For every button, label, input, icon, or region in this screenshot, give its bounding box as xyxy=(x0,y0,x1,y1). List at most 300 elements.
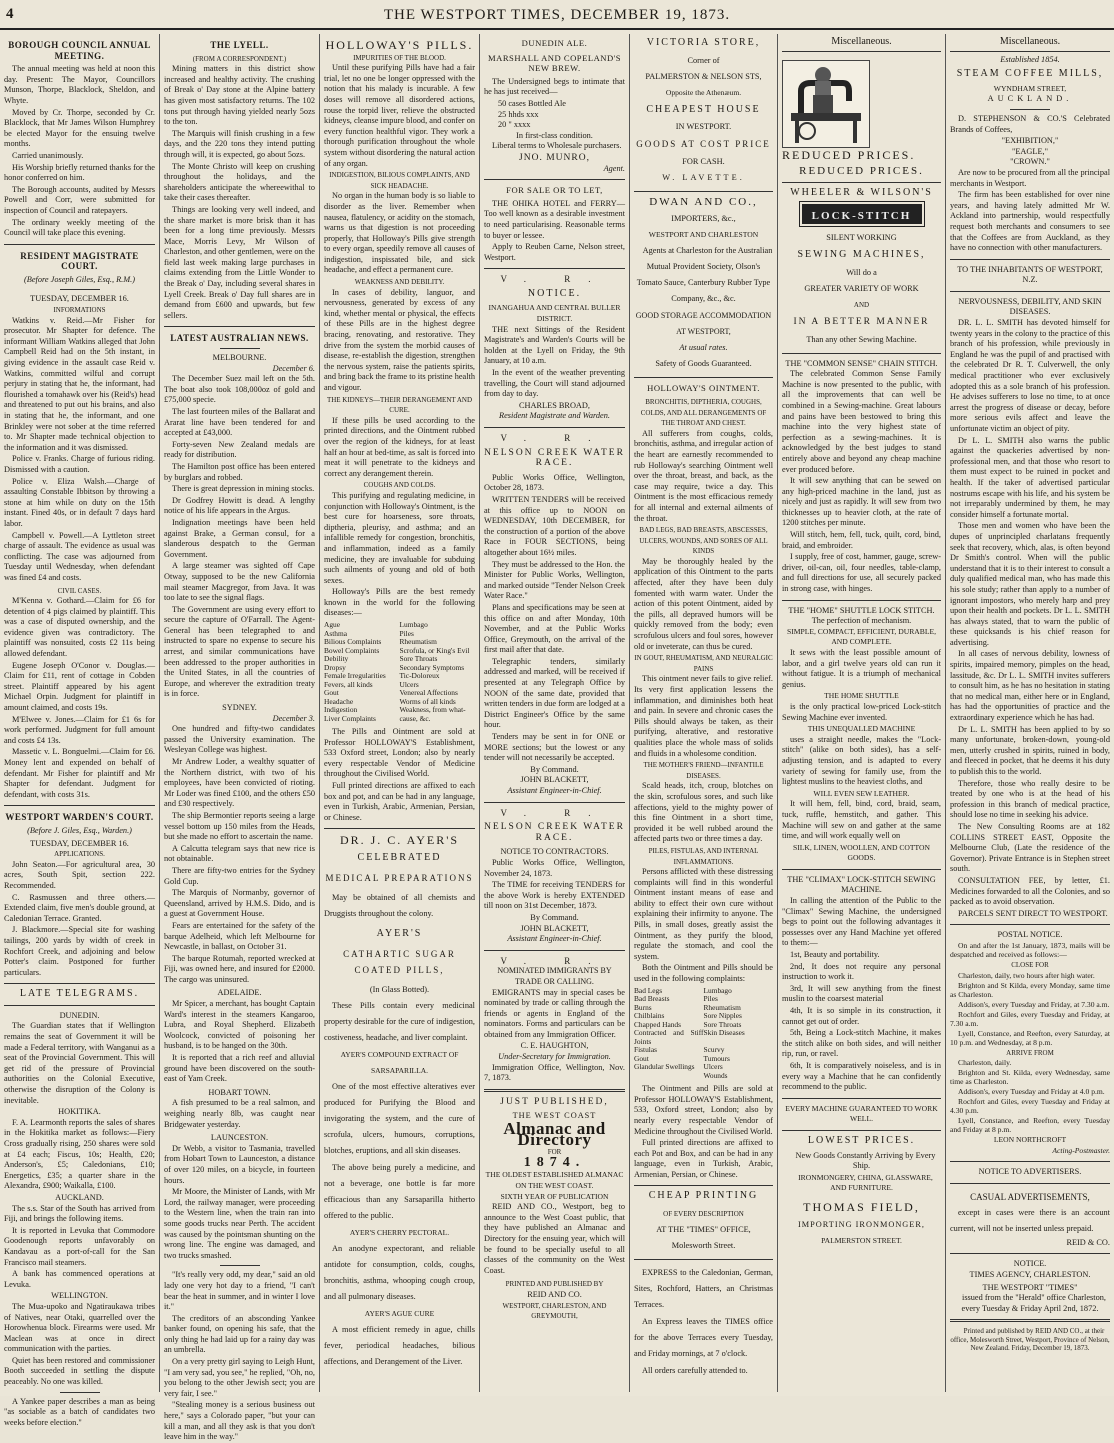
paragraph: 6th, It is comparatively noiseless, and is in every way a Machine that he can confidently recommend to the public. xyxy=(782,1060,941,1092)
paragraph: Things are looking very well indeed, and the share market is more brisk than it has been for a long time previously. Messrs Mace, Morris Levy, Mr Wilson of Charleston, and other gentlemen, were on the field last week making large purchases in claims extending from the Little Wonder to the Break o' Day, including several shares in Lyell Creek. Break o' Day full shares are in demand from £600 and upwards, but few sellers. xyxy=(164,204,315,320)
paragraph: A most efficient remedy in ague, chills fever, periodical headaches, bilious affections, and Derangement of the Liver. xyxy=(324,1325,475,1366)
subheading: BAD LEGS, BAD BREASTS, ABSCESSES, ULCERS, WOUNDS, AND SORES OF ALL KINDS xyxy=(639,526,768,556)
paragraph: Quiet has been restored and commissioner Booth succeeded in settling the dispute peaceably. No one was killed. xyxy=(4,1355,155,1387)
page-number: 4 xyxy=(6,6,14,22)
paragraph: It sews with the least possible amount of labor, and a girl twelve years old can run it without fatigue. It is a triumph of mechanical genius. xyxy=(782,648,941,689)
divider xyxy=(4,805,155,806)
column-4 xyxy=(480,34,630,1392)
list-item: Bilious Complaints xyxy=(324,637,382,647)
paragraph: Campbell v. Powell.—A Lyttleton street charge of assault. The evidence as usual was conflicting. The case was adjourned from Tuesday until Wednesday, when defendant was fined £4 and costs. xyxy=(4,530,155,582)
paragraph: 4th, It is so simple in its construction, it cannot get out of order. xyxy=(782,1006,941,1026)
subheading: OF EVERY DESCRIPTION xyxy=(663,1210,744,1219)
imprint: WESTPORT, CHARLESTON, AND GREYMOUTH, xyxy=(502,1301,607,1321)
list-item: Headache xyxy=(324,696,354,706)
paragraph: EMIGRANTS may in special cases be nominated by trade or calling through the friends or agents in England of the nominators. Forms and particulars can be obtained from any Immigration Officer. xyxy=(484,987,625,1039)
paragraph: The above being purely a medicine, and not a beverage, one bottle is far more efficacious than any Sarsaparilla hitherto offered to the public. xyxy=(324,1163,475,1220)
imprint: PRINTED AND PUBLISHED BY xyxy=(505,1280,604,1289)
paragraph: They must be addressed to the Hon. the Minister for Public Works, Wellington, and marked outside "Tender Nelson Creek Water Race." xyxy=(484,559,625,601)
paragraph: It will sew anything that can be sewed on any high-priced machine in the land, just as nicely and just as rapidly. It will sew from two thicknesses up to heavier cloth, at the rate of 1200 stitches per minute. xyxy=(782,476,941,528)
dateline: LAUNCESTON. xyxy=(210,1133,269,1143)
paragraph: Mining matters in this district show increased and healthy activity. The crushing of Break o' Day stone at the Alpine battery has given most satisfactory returns. The 102 tons put through having yielded nearly 5ozs to the ton. xyxy=(164,64,315,127)
paragraph: Until these purifying Pills have had a fair trial, let no one be longer oppressed with the notion that his malady is incurable. A few doses will remove all disordered actions, rouse the torpid liver, relieve the obstructed kidneys, cleanse impure blood, and confer on every function healthful vigor. They work a thorough purification throughout the whole system without disordering the natural action of any organ. xyxy=(324,63,475,168)
list-item: Rheumatism xyxy=(703,1002,741,1012)
list-item: Weakness, from what- xyxy=(399,705,466,715)
subheading: Corner of xyxy=(687,55,720,65)
list-item: Ague xyxy=(324,620,341,630)
paragraph: His Worship briefly returned thanks for the honor conferred on him. xyxy=(4,162,155,183)
divider xyxy=(484,268,625,269)
subheading: IMPORTERS, &c., xyxy=(671,214,736,224)
list-item: Ulcers xyxy=(703,1062,723,1072)
signature-title: Resident Magistrate and Warden. xyxy=(499,411,610,421)
paragraph: On and after the 1st January, 1873, mails will be despatched and received as follows:— xyxy=(950,940,1110,959)
brand-name: "EXHIBITION," xyxy=(1001,136,1059,146)
subheading: WEAKNESS AND DEBILITY. xyxy=(354,278,445,287)
dateline: SYDNEY. xyxy=(222,703,257,713)
dateline: ADELAIDE. xyxy=(217,988,262,998)
complaint-list xyxy=(634,987,773,1081)
list-item: Female Irregularities xyxy=(324,671,386,681)
divider xyxy=(782,869,941,870)
headline: FOR SALE OR TO LET, xyxy=(506,185,603,196)
paragraph: REID AND CO., Westport, beg to announce to the West Coast public, that they have published an Almanac and Directory for the ensuing year, which will be found to be specially useful to all classes of the community on the West Coast. xyxy=(484,1202,625,1275)
headline: DUNEDIN ALE. xyxy=(521,38,588,48)
divider xyxy=(484,802,625,803)
divider xyxy=(634,1259,773,1260)
list-item: Asthma xyxy=(324,628,347,638)
sewing-machine-advert xyxy=(782,58,941,161)
paragraph: Plans and specifications may be seen at this office on and after Monday, 10th November, and at the Public Works Office, Greymouth, on the arrival of the first mail after that date. xyxy=(484,602,625,655)
paragraph: The Pills and Ointment are sold at Professor HOLLOWAY'S Establishment, 533 Oxford street, London; also by nearly every respectable Vendor of Medicine throughout the Civilised World. xyxy=(324,727,475,779)
subheading: NOTICE TO CONTRACTORS. xyxy=(500,847,609,857)
headline: LATE TELEGRAMS. xyxy=(19,988,140,1000)
paragraph: Moved by Cr. Thorpe, seconded by Cr. Blacklock, that Mr James Wilson Humphrey be elected Mayor for the ensuing twelve months. xyxy=(4,107,155,149)
paragraph: Dr Webb, a visitor to Tasmania, travelled from Hobart Town to Launceston, a distance of over 120 miles, on a bicycle, in fourteen hours. xyxy=(164,1143,315,1185)
list-item: Sore Nipples xyxy=(703,1011,742,1021)
column-6 xyxy=(778,34,946,1392)
paragraph: The celebrated Common Sense Family Machine is now presented to the public, with all the improvements that can well be combined in a Sewing-machine. Great labours and pains have been bestowed to bring this machine into the very highest state of perfection as a sewing-machines. It is acknowledged by the best judges to stand entirely above and beyond any cheap machine ever produced before. xyxy=(782,369,941,474)
section-label: APPLICATIONS. xyxy=(54,850,105,859)
list-item: 20 " xxxx xyxy=(498,120,531,130)
list-item: 25 hhds xxx xyxy=(498,109,539,119)
royal-cipher: V. R. xyxy=(500,807,609,818)
paragraph: Public Works Office, Wellington, October 28, 1873. xyxy=(484,472,625,493)
list-item: Piles xyxy=(399,628,414,638)
subheading: ARRIVE FROM xyxy=(1006,1048,1054,1057)
signature: C. E. HAUGHTON, xyxy=(520,1041,589,1051)
list-item: Chapped Hands xyxy=(634,1019,682,1029)
paragraph: THE next Sittings of the Resident Magistrate's and Warden's Courts will be holden at the Lyell on Friday, the 9th January, at 10 a.m. xyxy=(484,324,625,366)
divider xyxy=(634,1185,773,1186)
dateline: HOKITIKA. xyxy=(58,1107,101,1117)
list-item: Bowel Complaints xyxy=(324,645,380,655)
paragraph: The firm has been established for over nine years, and having lately admitted Mr W. Ackland into partnership, would respectfully request both merchants and consumers to see that the Coffees are from Auckland, as they have no connection with other manufacturers. xyxy=(950,190,1110,253)
subheading: TO THE INHABITANTS OF WESTPORT, N.Z. xyxy=(957,264,1103,285)
signature: JOHN BLACKETT, xyxy=(520,923,589,933)
subheading: (In Glass Botted). xyxy=(369,985,430,994)
headline: WHEELER & WILSON'S xyxy=(790,186,933,198)
paragraph: Brighton and St Kilda, every Monday, same time as Charleston. xyxy=(950,980,1110,999)
dateline: MELBOURNE. xyxy=(212,353,267,363)
subheading: Safety of Goods Guaranteed. xyxy=(655,359,752,369)
subheading: (Before Joseph Giles, Esq., R.M.) xyxy=(24,274,135,284)
subheading: SIMPLE, COMPACT, EFFICIENT, DURABLE, AND COMPLETE. xyxy=(786,626,936,647)
paragraph: In calling the attention of the Public to the "Climax" Sewing Machine, the undersigned begs to point out the following advantages it possesses over any Hand Machine yet offered to them:— xyxy=(782,896,941,948)
list-item: Sore Throats xyxy=(399,654,438,664)
paragraph: A Yankee paper describes a man as being "as sociable as a batch of candidates two weeks before election." xyxy=(4,1396,155,1427)
imprint: Printed and published by REID AND CO., at their office, Molesworth Street, Westport, Province of Nelson, New Zealand. Friday, December 19, 1873. xyxy=(950,1327,1110,1353)
headline: HOLLOWAY'S OINTMENT. xyxy=(647,383,760,394)
subheading: MEDICAL PREPARATIONS xyxy=(325,873,474,883)
subheading: CLOSE FOR xyxy=(1011,960,1049,969)
paragraph: Full printed directions are affixed to each box and pot, and can be had in any language, even in Turkish, Arabic, Armenian, Persian, or Chinese. xyxy=(324,781,475,822)
column-3 xyxy=(320,34,480,1392)
divider xyxy=(950,259,1110,260)
divider xyxy=(4,1005,155,1006)
paragraph: Tenders may be sent in for ONE or MORE sections; but the lowest or any tender will not necessarily be accepted. xyxy=(484,732,625,763)
subheading: AYER'S CHERRY PECTORAL. xyxy=(349,1228,450,1237)
headline: REDUCED PRICES. xyxy=(799,165,924,178)
paragraph: In cases of debility, languor, and nervousness, generated by excess of any kind, whether mental or physical, the effects of these Pills are in the highest degree bracing, renovating, and restorative. They drive from the system the morbid causes of disease, re-establish the digestion, strengthen the nervous system, raise the patients spirits, and bring back the frame to its pristine health and vigour. xyxy=(324,287,475,392)
paragraph: The s.s. Star of the South has arrived from Fiji, and brings the following items. xyxy=(4,1203,155,1224)
paragraph: The creditors of an absconding Yankee banker found, on opening his safe, that the only thing he had laid up for a rainy day was an umbrella. xyxy=(164,1313,315,1355)
divider xyxy=(782,182,941,183)
divider xyxy=(60,289,100,290)
divider xyxy=(220,1265,260,1266)
divider xyxy=(4,244,155,245)
headline: LOWEST PRICES. xyxy=(807,1134,916,1146)
list-item: Secondary Symptoms xyxy=(399,662,465,672)
paragraph: THE OHIKA HOTEL and FERRY—Too well known as a desirable investment to need particularising. Reasonable terms to buyer or lessee. xyxy=(484,198,625,240)
subheading: CASUAL ADVERTISEMENTS, xyxy=(970,1191,1090,1202)
paragraph: 2nd, It does not require any personal instruction to work it. xyxy=(782,961,941,982)
headline: DR. J. C. AYER'S xyxy=(339,833,460,848)
list-item: Indigestion xyxy=(324,705,358,715)
headline: SEWING MACHINES, xyxy=(797,249,926,261)
paragraph: The Marquis of Normanby, governor of Queensland, arrived by H.M.S. Dido, and is a guest at Government House. xyxy=(164,888,315,919)
paragraph: Police v. Franks. Charge of furious riding. Dismissed with a caution. xyxy=(4,454,155,474)
royal-cipher: V. R. xyxy=(500,955,609,966)
paragraph: 5th, Being a Lock-stitch Machine, it makes the stitch alike on both sides, and will neither rip, run, or ravel. xyxy=(782,1028,941,1059)
paragraph: Persons afflicted with these distressing complaints will find in this wonderful Ointment instant means of ease and ability to effect their own cure without explaining their infirmity to anyone. The Pills, in small doses, greatly assist the Ointment, as they purify the blood, regulate the stomach, and cool the system. xyxy=(634,867,773,961)
paragraph: issued from the "Herald" office Charleston, every Tuesday & Friday April 2nd, 1872. xyxy=(961,1293,1106,1313)
subheading: (Before J. Giles, Esq., Warden.) xyxy=(27,825,132,835)
headline: WESTPORT WARDEN'S COURT. xyxy=(5,812,154,823)
paragraph: Immigration Office, Wellington, Nov. 7, 1873. xyxy=(484,1062,625,1083)
imprint: REID AND CO. xyxy=(527,1289,582,1299)
paragraph: "It's really very odd, my dear," said an old lady one very hot day to a friend, "I can't bear the heat in summer, and in winter I love it." xyxy=(164,1270,315,1312)
subheading: Than any other Sewing Machine. xyxy=(806,334,917,344)
headline: NOMINATED IMMIGRANTS BY TRADE OR CALLING. xyxy=(497,966,612,986)
subheading: THE WEST COAST xyxy=(512,1111,597,1121)
divider xyxy=(484,950,625,951)
signature: W. LAVETTE. xyxy=(662,172,745,182)
divider xyxy=(484,427,625,428)
paragraph: Lyell, Constance, and Reefton, every Tuesday and Friday at 8 p.m. xyxy=(950,1116,1110,1135)
signature: JNO. MUNRO, xyxy=(519,152,590,163)
paragraph: Indignation meetings have been held against Brake, a German consul, for a slanderous despatch to the German Government. xyxy=(164,517,315,559)
list-item: Debility xyxy=(324,654,349,664)
paragraph: The New Consulting Rooms are at 182 COLLINS STREET EAST, Opposite the Melbourne Club, (Late the residence of the Governor). Private Entrance is in Stephen street south. xyxy=(950,821,1110,874)
signature: JOHN BLACKETT, xyxy=(520,775,589,785)
paragraph: The Monte Christo will keep on crushing throughout the holidays, and the shareholders anticipate the whereewithal to take their cases thereafter. xyxy=(164,161,315,203)
paragraph: The Undersigned begs to intimate that he has just received— xyxy=(484,76,625,97)
subheading: TIMES AGENCY, CHARLESTON. xyxy=(969,1270,1091,1280)
paragraph: Will stitch, hem, fell, tuck, quilt, cord, bind, braid, and embroider. xyxy=(782,530,941,550)
headline: DWAN AND CO., xyxy=(649,195,758,208)
paragraph: Public Works Office, Wellington, November 24, 1873. xyxy=(484,857,625,878)
paragraph: WRITTEN TENDERS will be received at this office up to NOON on WEDNESDAY, 10th DECEMBER, for the construction of a portion of the above Race in FOUR SECTIONS, being altogether about 16½ miles. xyxy=(484,494,625,557)
paragraph: CONSULTATION FEE, by letter, £1. Medicines forwarded to all the Colonies, and so packed as to avoid observation. xyxy=(950,875,1110,907)
divider xyxy=(782,1130,941,1131)
paragraph: Addison's, every Tuesday and Friday, at 7.30 a.m. xyxy=(958,999,1110,1009)
subheading: PALMERSTON & NELSON STS, xyxy=(645,71,762,81)
signature: LEON NORTHCROFT xyxy=(993,1135,1067,1145)
divider xyxy=(484,1089,625,1092)
divider xyxy=(950,1161,1110,1162)
paragraph: Dr L. L. SMITH also warns the public against the quackeries advertised by non-professional men, and that those who resort to them must expect to be ruined in pocket and health. If the taker of advertised particular nostrums escape with his life, and his system be not irreparably undermined by them, he may consider himself a fortunate mortal. xyxy=(950,435,1110,519)
subheading: THE "HOME" SHUTTLE LOCK STITCH. xyxy=(788,605,935,615)
list-item: Fevers, all kinds xyxy=(324,679,373,689)
divider xyxy=(950,924,1110,925)
paragraph: Police v. Eliza Walsh.—Charge of assaulting Constable Ibbitson by throwing a stone at him while on duty on the 15th instant. Fined 40s, or in default 7 days hard labor. xyxy=(4,476,155,528)
subheading: SILENT WORKING xyxy=(826,233,897,243)
paragraph: A fish presumed to be a real salmon, and weighing nearly 8lb, was caught near Bridgewater yesterday. xyxy=(164,1098,315,1129)
subheading: (FROM A CORRESPONDENT.) xyxy=(192,54,287,63)
paragraph: John Seaton.—For agricultural area, 30 acres, South Spit, section 222. Recommended. xyxy=(4,859,155,890)
headline: THOMAS FIELD, xyxy=(803,1199,920,1214)
subheading: The perfection of mechanism. xyxy=(811,616,912,626)
section-title: Miscellaneous. xyxy=(782,34,941,52)
divider xyxy=(1010,109,1050,110)
subheading: SIXTH YEAR OF PUBLICATION xyxy=(500,1191,609,1201)
subheading: At usual rates. xyxy=(679,343,728,353)
column-5 xyxy=(630,34,778,1392)
divider xyxy=(950,291,1110,292)
paragraph: New Goods Constantly Arriving by Every Ship. xyxy=(795,1150,936,1171)
paragraph: No organ in the human body is so liable to disorder as the liver. Remember when nausea, flatulency, or acidity on the stomach, warns us that digestion is not proceeding properly, that Holloway's Pills give strength to every organ, speedily remove all causes of indigestion, inspissated bile, and sick headache, and effect a permanent cure. xyxy=(324,191,475,275)
divider xyxy=(634,191,773,192)
headline: BOROUGH COUNCIL ANNUAL MEETING. xyxy=(8,40,151,61)
subheading: IN GOUT, RHEUMATISM, AND NEURALGIC PAINS xyxy=(634,654,773,673)
subheading: GOOD STORAGE ACCOMMODATION AT WESTPORT, xyxy=(635,311,772,337)
paragraph: Telegraphic tenders, similarly addressed and marked, will be received if presented at any Telegraph Office by NOON of the same date, provided that written tenders in due form are lodged at a District Engineer's Office by the same hour. xyxy=(484,656,625,730)
paragraph: "Stealing money is a serious business out here," says a Colorado paper, "but your can kill a man, and all they ask is that you don't leave him in the way." xyxy=(164,1400,315,1442)
divider xyxy=(634,377,773,378)
paragraph: The ordinary weekly meeting of the Council will take place this evening. xyxy=(4,217,155,238)
subheading: CATHARTIC SUGAR COATED PILLS, xyxy=(343,949,456,975)
subheading: THE "CLIMAX" LOCK-STITCH SEWING MACHINE. xyxy=(787,874,936,895)
paragraph: May be obtained of all chemists and Druggists throughout the colony. xyxy=(324,893,475,918)
date-line: TUESDAY, DECEMBER 16. xyxy=(30,294,129,304)
subheading: THE HOME SHUTTLE xyxy=(824,691,899,701)
signature: CHARLES BROAD, xyxy=(519,400,590,410)
subheading: IMPURITIES OF THE BLOOD. xyxy=(353,53,446,62)
subheading: PILES, FISTULAS, AND INTERNAL INFLAMMATIONS. xyxy=(648,846,759,866)
paragraph: A large steamer was sighted off Cape Otway, supposed to be the new California mail steamer Macgregor, from Java. It was too late to see the signal flags. xyxy=(164,561,315,603)
paragraph: Rochfort and Giles, every Tuesday and Friday, at 7.30 a.m. xyxy=(950,1009,1110,1028)
subheading: Molesworth Street. xyxy=(671,1241,736,1251)
list-item: Tic-Doloreux xyxy=(399,671,440,681)
section-label: INFORMATIONS xyxy=(53,306,106,315)
paragraph: It is reported in Levuka that Commodore Goodenough reports unfavorably on Kandavau as a port-of-call for the San Francisco mail steamers. xyxy=(4,1225,155,1267)
subheading: Opposite the Athenæum. xyxy=(665,87,742,97)
paragraph: Dr L. L. SMITH has been applied to by so many unfortunate, broken-down, young-old men, utterly crushed in spirits, ruined in body, and fleeced in pocket, that he deems it his duty to publish this to the world. xyxy=(950,724,1110,776)
section-label: CIVIL CASES. xyxy=(57,586,102,595)
divider xyxy=(782,353,941,354)
paragraph: Addison's, every Tuesday and Friday at 4.0 p.m. xyxy=(958,1087,1105,1097)
signature-title: Under-Secretary for Immigration. xyxy=(498,1052,611,1062)
paragraph: uses a straight needle, makes the "Lock-stitch" (alike on both sides), has a self-adjusting tension, and is adapted to every variety of sewing for family use, from the lightest muslins to the heaviest cloths, and xyxy=(782,734,941,787)
paragraph: The ship Bermontier reports seeing a large vessel bottom up 150 miles from the Heads, but she made no effort to ascertain the name. xyxy=(164,810,315,842)
headline: GOODS AT COST PRICE xyxy=(636,139,771,150)
paragraph: Apply to Reuben Carne, Nelson street, Westport. xyxy=(484,242,625,262)
signature-title: Assistant Engineer-in-Chief. xyxy=(507,934,602,944)
subheading: IMPORTING IRONMONGER, xyxy=(798,1219,925,1229)
paragraph: 3rd, It will sew anything from the finest muslin to the coarsest material xyxy=(782,983,941,1004)
list-item xyxy=(634,1072,704,1081)
headline: REDUCED PRICES. xyxy=(782,147,916,162)
list-item: In first-class condition. xyxy=(516,130,593,140)
list-item: Liver Complaints xyxy=(324,713,376,723)
list-item: Sore Throats xyxy=(703,1019,742,1029)
list-item: Burns xyxy=(634,1002,652,1012)
paragraph: I supply, free of cost, hammer, gauge, screw-driver, oil-can, oil, four needles, table-clamp, and full directions for use, all securely packed in strong case, with hinges. xyxy=(782,552,941,594)
paragraph: C. Rasmussen and three others.—Extended claim, five men's double ground, at Caledonian Terrace. Granted. xyxy=(4,892,155,923)
paragraph: Mr Spicer, a merchant, has bought Captain Ward's interest in the steamers Kangaroo, Lubra, and Royal Shepherd. Elizabeth Woolcock, convicted of poisoning her husband, is to be hanged on the 30th. xyxy=(164,999,315,1051)
list-item: Glandular Swellings xyxy=(634,1062,695,1072)
paragraph: except in cases were there is an account current, will not be inserted unless prepaid. xyxy=(950,1207,1110,1233)
paragraph: The barque Rotumah, reported wrecked at Fiji, was owned here, and insured for £2000. The cargo was uninsured. xyxy=(164,953,315,984)
list-item: Dropsy xyxy=(324,662,346,672)
paragraph: A bank has commenced operations at Levuka. xyxy=(4,1269,155,1289)
subheading: AYER'S AGUE CURE xyxy=(364,1309,435,1318)
headline: MARSHALL AND COPELAND'S NEW BREW. xyxy=(487,52,622,74)
lock-stitch-logo: LOCK-STITCH xyxy=(802,204,922,224)
subheading: AYER'S xyxy=(376,928,423,939)
masthead-title: THE WESTPORT TIMES, DECEMBER 19, 1873. xyxy=(383,7,731,23)
list-item: Fistulas xyxy=(634,1045,657,1055)
subheading: FOR xyxy=(547,1148,562,1157)
paragraph: F. A. Learmonth reports the sales of shares in the Hokitika market as follows:—Fiery Cross gradually rising, 250 shares were sold at £4 each; Fiscus, 10s; Health, £20; Anderson's, £5; Caledonians, £10; Energetics, £35; a quarter share in the Alexandra, £900; Waikalla, £100. xyxy=(4,1117,155,1191)
subheading: IN WESTPORT. xyxy=(675,122,732,132)
list-item: Contracted and Stiff Joints xyxy=(634,1028,704,1046)
paragraph: Therefore, those who really desire to be treated by one who is at the head of his profession in this branch of medical practice, should lose no time in seeking his advice. xyxy=(950,778,1110,820)
headline: VICTORIA STORE, xyxy=(646,37,761,48)
paragraph: On a very pretty girl saying to Leigh Hunt, "I am very sad, you see," he replied, "Oh, no, you belong to the other Jewish sect; you are very fair, I see." xyxy=(164,1357,315,1398)
paragraph: This purifying and regulating medicine, in conjunction with Holloway's Ointment, is the best cure for hoarseness, sore throats, diptheria, pleurisy, and asthma; and an infallible remedy for congestion, bronchitis, and inflammation, indeed as a family medicine, they are invaluable for subduing such ailments of young and old of both sexes. xyxy=(324,490,475,585)
divider xyxy=(950,1183,1110,1184)
list-item: Lumbago xyxy=(399,620,428,630)
paragraph: Those men and women who have been the dupes of unprincipled charlatans frequently seek that recovery, which, alas, is often beyond Dr Smith's control. When will the public understand that it is to their interest to consult a duly qualified medical man, who has made this his sole study; rather than apply to a number of ignorant impostors, who merely harp and prey upon their health and pockets. Dr L. L. SMITH has always stated, that to warn the public of these quicksands is his chief reason for advertising. xyxy=(950,521,1110,647)
paragraph: Dr Godfrey Howitt is dead. A lengthy notice of his life appears in the Argus. xyxy=(164,495,315,516)
subheading: AND xyxy=(853,300,870,309)
subheading: THE WESTPORT "TIMES" xyxy=(982,1282,1078,1292)
paragraph: 1st, Beauty and portability. xyxy=(790,950,880,960)
headline: CHEAP PRINTING xyxy=(648,1190,759,1202)
paragraph: Scald heads, itch, croup, blotches on the skin, scrofulous sores, and such like affections, yield to the mighty power of this fine Ointment in a short time, provided it be well rubbed around the affected parts two or three times a day. xyxy=(634,781,773,844)
disease-list xyxy=(324,621,475,723)
paragraph: Rochfort and Giles, every Tuesday and Friday at 4.30 p.m. xyxy=(950,1097,1110,1116)
column-1 xyxy=(0,34,160,1427)
paragraph: EXPRESS to the Caledonian, German, Sites, Rochford, Hatters, an Christmas Terraces. xyxy=(634,1268,773,1310)
list-item: Skin Diseases xyxy=(703,1028,745,1038)
subheading: CELEBRATED xyxy=(357,852,442,863)
paragraph: Agents at Charleston for the Australian Mutual Provident Society, Olson's Tomato Sauce, Canterbury Rubber Type Company, &c., &c. xyxy=(636,246,773,304)
paragraph: Holloway's Pills are the best remedy known in the world for the following diseases:— xyxy=(324,587,475,618)
paragraph: In all cases of nervous debility, lowness of spirits, impaired memory, pimples on the head, lassitude, &c. Dr L. L. SMITH invites sufferers to consult him, as he has no hesitation in stating that no medical man, either here or in England, has had the opportunities of practice and the extraordinary experience which he has had. xyxy=(950,649,1110,723)
divider xyxy=(4,983,155,984)
paragraph: Eugene Joseph O'Conor v. Douglas.—Claim for £11, rent of cottage in Cobden street. Plaintiff appeared by his agent Michael Orpin. Judgment for plaintiff in amount claimed, and costs 19s. xyxy=(4,660,155,713)
subheading: FOR CASH. xyxy=(682,156,725,166)
subheading: PALMERSTON STREET. xyxy=(821,1235,902,1245)
list-item: Ulcers xyxy=(399,679,419,689)
list-item: Bad Breasts xyxy=(634,994,670,1004)
masthead xyxy=(0,0,1114,30)
divider xyxy=(60,1392,100,1393)
subheading: THE OLDEST ESTABLISHED ALMANAC ON THE WEST COAST. xyxy=(485,1170,624,1190)
subheading: THE KIDNEYS—THEIR DERANGEMENT AND CURE. xyxy=(326,395,473,415)
subheading: NOTICE TO ADVERTISERS. xyxy=(978,1167,1082,1177)
paragraph: IRONMONGERY, CHINA, GLASSWARE, AND FURNITURE. xyxy=(798,1172,933,1193)
subheading: INDIGESTION, BILIOUS COMPLAINTS, AND SICK HEADACHE. xyxy=(329,171,470,190)
paragraph: The Ointment and Pills are sold at Professor HOLLOWAY'S Establishment, 533, Oxford street, London; also by nearly every respectable Vendor of Medicine throughout the Civilised World. xyxy=(634,1084,773,1136)
headline: CHEAPEST HOUSE xyxy=(646,103,761,115)
headline: JUST PUBLISHED, xyxy=(500,1096,609,1107)
paragraph: One of the most effective alteratives ever produced for Purifying the Blood and invigorating the system, and the cure of scrofula, ulcers, humours, corruptions, blotches, eruptions, and all skin diseases. xyxy=(324,1082,475,1155)
paragraph: The Borough accounts, audited by Messrs Powell and Corr, were submitted for inspection of Council and ratepayers. xyxy=(4,184,155,215)
subheading: COUGHS AND COLDS. xyxy=(363,481,436,490)
subheading: EVERY MACHINE GUARANTEED TO WORK WELL. xyxy=(785,1103,938,1124)
signature: REID & CO. xyxy=(1066,1237,1110,1247)
paragraph: The TIME for receiving TENDERS for the above Work is hereby EXTENDED till noon on 31st December, 1873. xyxy=(484,880,625,911)
paragraph: An anodyne expectorant, and reliable antidote for consumption, colds, coughs, bronchitis, asthma, whooping cough croup, and all pulmonary diseases. xyxy=(324,1244,475,1301)
paragraph: All sufferers from coughs, colds, bronchitis, asthma, and irregular action of the heart are earnestly recommended to rub Holloway's searching Ointment well over the throat, breast, and back, as the case may require, twice a day. This Ointment is the most efficacious remedy for all internal and external ailments of the throat. xyxy=(634,428,773,523)
list-item: cause, &c. xyxy=(399,713,431,723)
dateline: HOBART TOWN. xyxy=(208,1087,271,1097)
subheading: AT THE "TIMES" OFFICE, xyxy=(656,1225,751,1235)
subheading: SILK, LINEN, WOOLLEN, AND COTTON GOODS. xyxy=(792,842,931,863)
brand-name: "EAGLE," xyxy=(1011,146,1049,156)
paragraph: Forty-seven New Zealand medals are ready for distribution. xyxy=(164,439,315,460)
paragraph: Charleston, daily, two hours after high water. xyxy=(958,970,1095,980)
subheading: THE MOTHER'S FRIEND—INFANTILE DISEASES. xyxy=(643,761,764,780)
subheading: WILL EVEN SEW LEATHER. xyxy=(813,788,910,798)
list-item: 50 cases Bottled Ale xyxy=(498,98,566,108)
list-item: Venereal Affections xyxy=(399,688,458,698)
headline: NELSON CREEK WATER RACE. xyxy=(484,447,625,469)
paragraph: All orders carefully attended to. xyxy=(642,1366,748,1376)
almanac-title: Almanac and Directory xyxy=(503,1119,606,1149)
paragraph: In the event of the weather preventing travelling, the Court will stand adjourned from day to day. xyxy=(484,368,625,399)
paragraph: There is great depression in mining stocks. xyxy=(172,484,315,494)
paragraph: An Express leaves the TIMES office for the above Terraces every Tuesday, and Friday mornings, at 7 o'clock. xyxy=(634,1317,773,1359)
paragraph: The December Suez mail left on the 5th. The boat also took 108,000oz of gold and £75,000 specie. xyxy=(164,374,315,405)
paragraph: The Guardian states that if Wellington remains the seat of Government it will be made a Federal territory, with Wanganui as a seat of the Provincial Government. This will get rid of the pressure of Provincial authorities on the Colonial Executive, otherwise the disruption of the Colony is inevitable. xyxy=(4,1021,155,1105)
paragraph: May be thoroughly healed by the application of this Ointment to the parts affected, after they have been duly fomented with warm water. Under the action of this potent Ointment, aided by the pills, all depraved humors will be quickly removed from the body; even scrofulous ulcers and foul sores, however old or inveterate, can thus be cured. xyxy=(634,556,773,651)
dateline: WELLINGTON. xyxy=(51,1291,108,1301)
paragraph: The Mua-upoko and Ngatiraukawa tribes of Natives, near Otaki, quarrelled over the Horowhenua block. Firearms were used. Mr Maclean was at once in direct communication with the parties. xyxy=(4,1301,155,1354)
paragraph: Liberal terms to Wholesale purchasers. xyxy=(492,141,622,151)
paragraph: Mr Andrew Loder, a wealthy squatter of the Northern district, with two of his employees, have been convicted of rioting. Mr Loder was fined £100, and the others £50 and £30 respectively. xyxy=(164,757,315,809)
date-line: December 3. xyxy=(272,713,315,723)
paragraph: Lyell, Constance, and Reefton, every Saturday, at 10 p.m. and Wednesday, at 8 p.m. xyxy=(950,1028,1110,1047)
royal-cipher: V. R. xyxy=(500,433,609,443)
paragraph: The Hamilton post office has been entered by burglars and robbed. xyxy=(164,461,315,482)
subheading: NERVOUSNESS, DEBILITY, AND SKIN DISEASES. xyxy=(958,296,1102,317)
list-item: Scurvy xyxy=(703,1045,725,1055)
date-line: December 6. xyxy=(272,363,315,373)
